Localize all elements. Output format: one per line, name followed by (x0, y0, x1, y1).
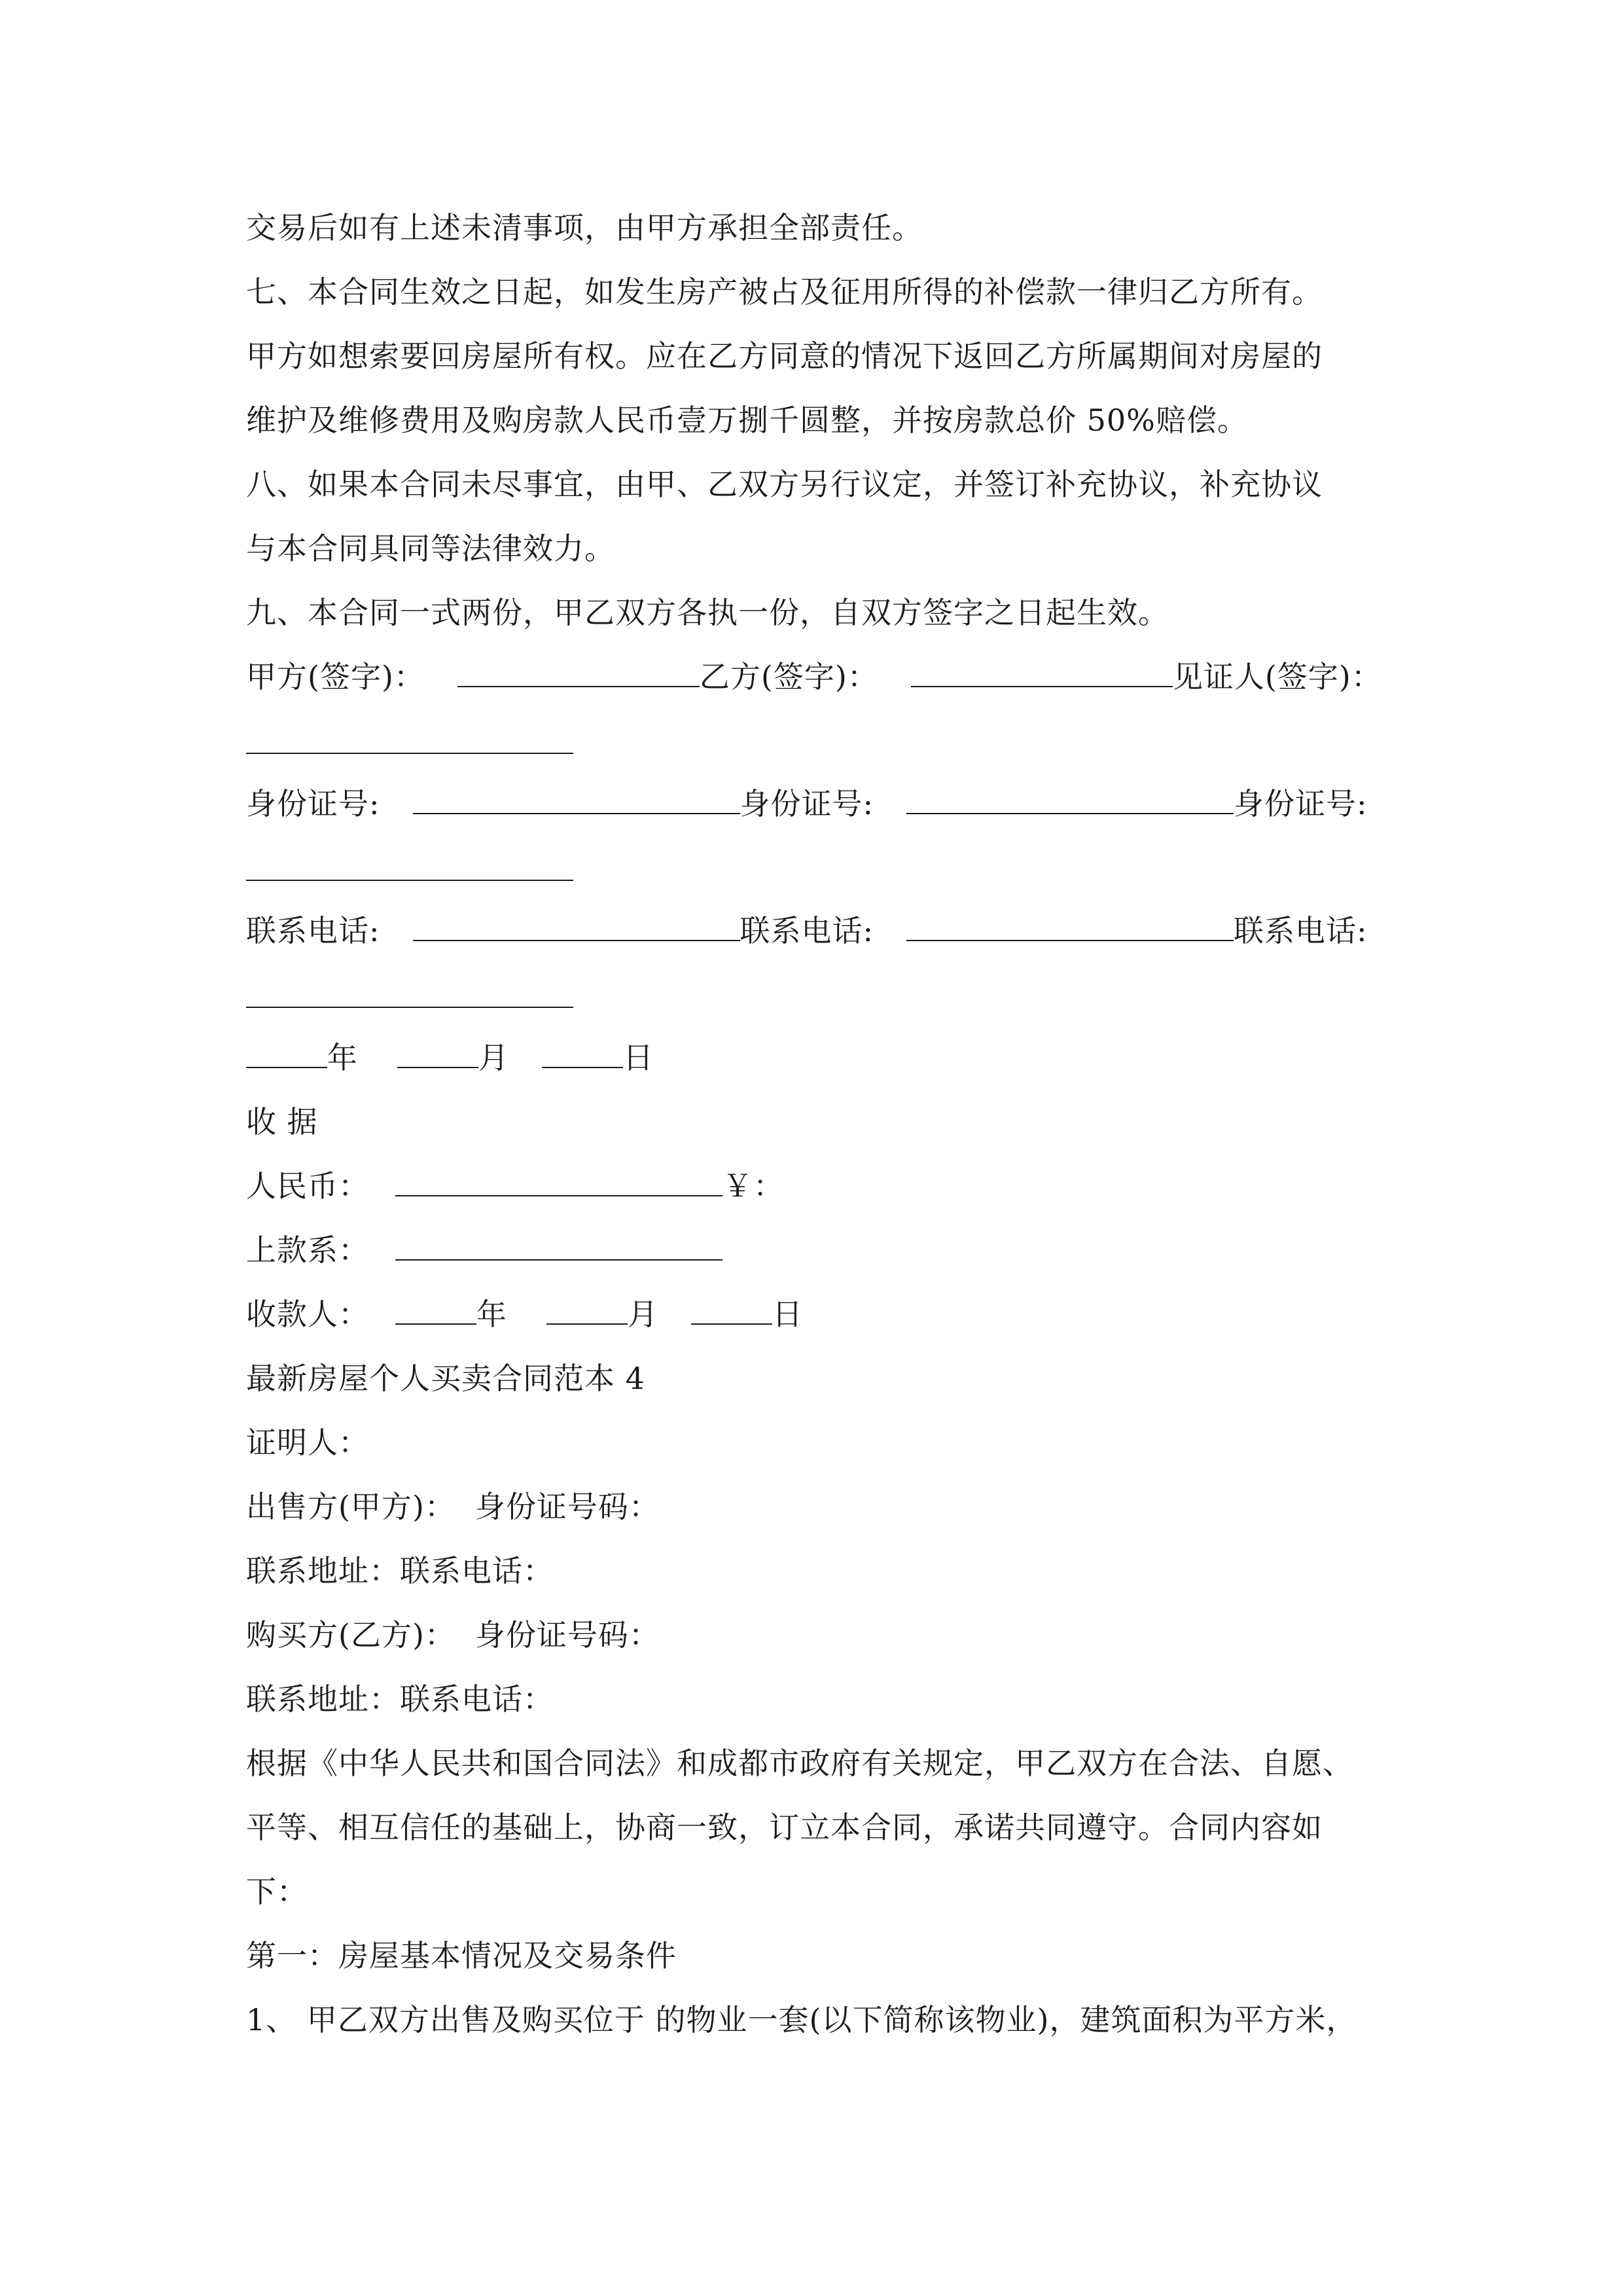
text-line: 维护及维修费用及购房款人民币壹万捌千圆整，并按房款总价 50%赔偿。 (246, 403, 1248, 438)
text-line: 甲方如想索要回房屋所有权。应在乙方同意的情况下返回乙方所属期间对房屋的 (246, 338, 1323, 374)
month-label: 月 (478, 1040, 509, 1075)
day-label: 日 (772, 1297, 803, 1332)
witness-phone-label: 联系电话: (1234, 913, 1368, 948)
text-line: 平等、相互信任的基础上，协商一致，订立本合同，承诺共同遵守。合同内容如 (246, 1810, 1323, 1845)
year-blank[interactable] (246, 1038, 327, 1068)
witness-sign-label: 见证人(签字)： (1172, 659, 1382, 694)
party-b-sign-label: 乙方(签字)： (699, 659, 878, 694)
witness-id-blank[interactable] (246, 880, 573, 881)
receipt-title: 收 据 (246, 1104, 318, 1139)
payee-label: 收款人： (246, 1297, 369, 1332)
seller-row (246, 1487, 660, 1526)
buyer-id-label: 身份证号码： (474, 1617, 660, 1653)
id-row (246, 784, 1368, 823)
contact-address-label: 联系地址： (246, 1681, 400, 1717)
text-line: 根据《中华人民共和国合同法》和成都市政府有关规定，甲乙双方在合法、自愿、 (246, 1746, 1353, 1781)
yen-label: ￥： (722, 1168, 784, 1204)
day-blank[interactable] (542, 1038, 623, 1068)
rmb-label: 人民币： (246, 1168, 369, 1204)
text-line: 九、本合同一式两份，甲乙双方各执一份，自双方签字之日起生效。 (246, 595, 1169, 630)
witness-line: 证明人： (246, 1425, 369, 1460)
phone-row (246, 911, 1368, 950)
signature-row (246, 657, 1382, 696)
payee-day-blank[interactable] (691, 1295, 772, 1325)
seller-id-label: 身份证号码： (474, 1489, 660, 1524)
party-a-phone-blank[interactable] (413, 911, 740, 941)
year-label: 年 (327, 1040, 358, 1075)
text-line: 七、本合同生效之日起，如发生房产被占及征用所得的补偿款一律归乙方所有。 (246, 274, 1323, 310)
party-b-id-label: 身份证号: (740, 786, 874, 821)
buyer-row (246, 1615, 660, 1655)
payee-year-blank[interactable] (395, 1295, 476, 1325)
witness-id-label: 身份证号: (1234, 786, 1368, 821)
seller-contact-row (246, 1551, 554, 1590)
section-heading: 第一：房屋基本情况及交易条件 (246, 1938, 677, 1973)
paid-for-row (246, 1230, 722, 1270)
witness-phone-blank[interactable] (246, 1007, 573, 1008)
year-label: 年 (476, 1297, 507, 1332)
contact-phone-label: 联系电话： (400, 1553, 554, 1588)
text-line: 八、如果本合同未尽事宜，由甲、乙双方另行议定，并签订补充协议，补充协议 (246, 467, 1323, 502)
paid-for-blank[interactable] (395, 1230, 722, 1261)
payee-row (246, 1295, 803, 1334)
party-b-phone-blank[interactable] (906, 911, 1234, 941)
witness-sign-blank[interactable] (246, 753, 573, 754)
party-a-id-label: 身份证号: (246, 786, 380, 821)
text-line: 1、 甲乙双方出售及购买位于 的物业一套(以下简称该物业)，建筑面积为平方米， (246, 2002, 1357, 2037)
day-label: 日 (623, 1040, 654, 1075)
payee-month-blank[interactable] (546, 1295, 628, 1325)
contact-phone-label: 联系电话： (400, 1681, 554, 1717)
contract-title: 最新房屋个人买卖合同范本 4 (246, 1361, 645, 1396)
party-a-sign-label: 甲方(签字)： (246, 659, 425, 694)
month-blank[interactable] (397, 1038, 478, 1068)
party-a-phone-label: 联系电话: (246, 913, 380, 948)
buyer-label: 购买方(乙方)： (246, 1617, 455, 1653)
seller-label: 出售方(甲方)： (246, 1489, 455, 1524)
party-b-phone-label: 联系电话: (740, 913, 874, 948)
party-a-id-blank[interactable] (413, 784, 740, 814)
paid-for-label: 上款系： (246, 1232, 369, 1268)
contact-address-label: 联系地址： (246, 1553, 400, 1588)
month-label: 月 (628, 1297, 658, 1332)
text-line: 与本合同具同等法律效力。 (246, 531, 615, 566)
buyer-contact-row (246, 1679, 554, 1719)
party-b-id-blank[interactable] (906, 784, 1234, 814)
party-a-sign-blank[interactable] (457, 657, 700, 687)
rmb-row (246, 1166, 784, 1206)
party-b-sign-blank[interactable] (911, 657, 1173, 687)
date-row (246, 1038, 654, 1077)
text-line: 下： (246, 1874, 308, 1909)
rmb-blank[interactable] (395, 1166, 722, 1196)
text-line: 交易后如有上述未清事项，由甲方承担全部责任。 (246, 210, 923, 245)
